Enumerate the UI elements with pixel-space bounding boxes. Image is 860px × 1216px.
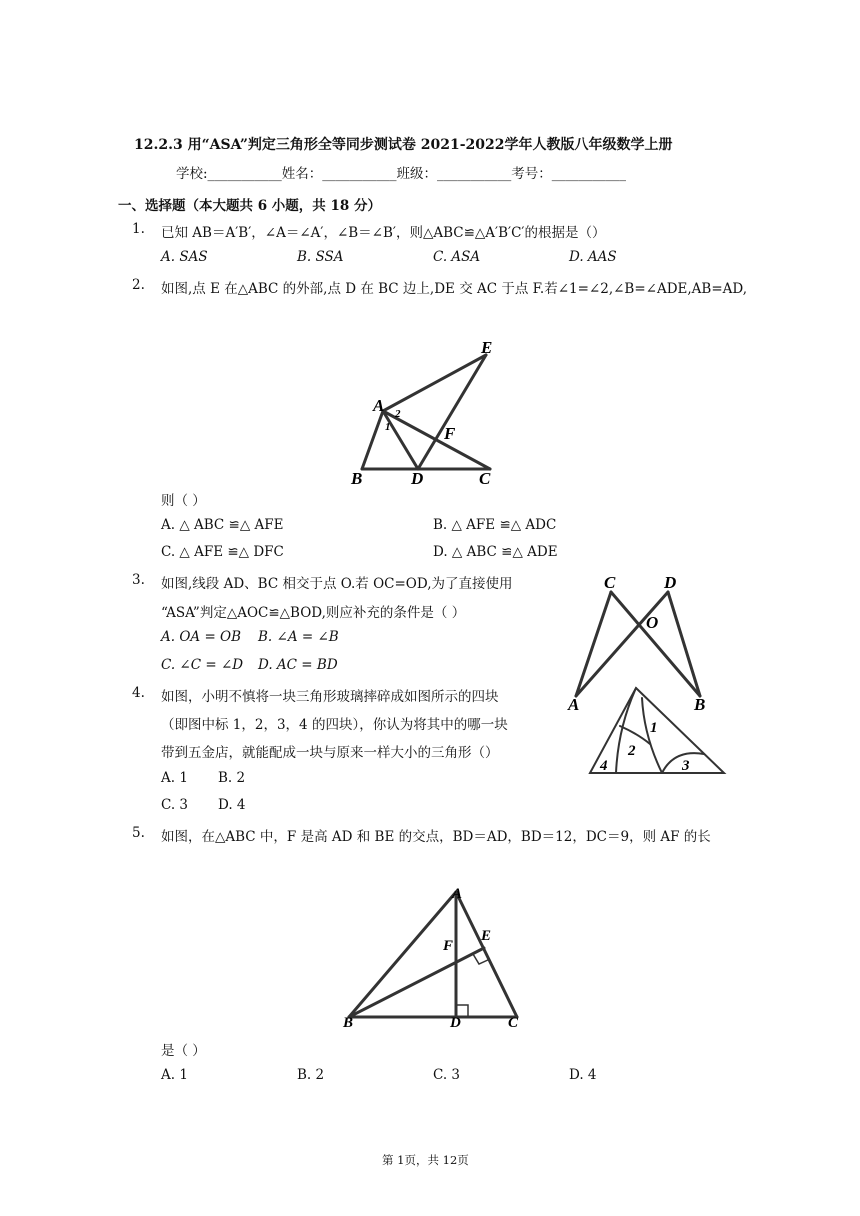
question-stem-line: 如图,线段 AD、BC 相交于点 O.若 OC=OD,为了直接使用 [161,576,513,592]
question-stem-line: 如图，小明不慎将一块三角形玻璃摔碎成如图所示的四块 [161,689,499,705]
option-a: A. 1 [161,1067,188,1083]
piece-4-label: 4 [600,758,608,774]
page-title: 12.2.3 用“ASA”判定三角形全等同步测试卷 2021-2022学年人教版八年级数学上册 [134,137,673,153]
option-b: B. 2 [218,770,246,786]
option-d: D. AC = BD [258,657,338,673]
label-c: C [508,1015,519,1030]
question-tail: 则（ ） [161,493,206,509]
option-d: D. AAS [569,249,617,265]
label-f: F [444,424,456,443]
question-number: 4. [132,685,145,701]
label-e: E [481,338,493,357]
option-c: C. ASA [433,249,481,265]
option-a: A. △ ABC ≌△ AFE [161,517,284,533]
option-a: A. 1 [161,770,188,786]
question-number: 5. [132,825,145,841]
piece-1-label: 1 [650,720,658,736]
section-heading: 一、选择题（本大题共 6 小题，共 18 分） [118,198,381,214]
question-stem: 如图,点 E 在△ABC 的外部,点 D 在 BC 边上,DE 交 AC 于点 F.若∠1=∠2,∠B=∠ADE,AB=AD, [161,281,748,297]
label-b: B [694,695,706,714]
option-b: B. SSA [297,249,344,265]
question-tail: 是（ ） [161,1043,206,1059]
label-d: D [664,573,677,592]
question-number: 1. [132,221,145,237]
question-stem-line: 带到五金店，就能配成一块与原来一样大小的三角形（） [161,745,499,761]
option-d: D. 4 [218,797,246,813]
option-c: C. △ AFE ≌△ DFC [161,544,284,560]
question-number: 3. [132,572,145,588]
figure-q2 [340,335,560,490]
label-c: C [479,469,491,488]
piece-3-label: 3 [682,758,690,774]
piece-2-label: 2 [628,743,636,759]
option-c: C. 3 [433,1067,461,1083]
label-a: A [373,396,385,415]
option-a: A. SAS [161,249,208,265]
label-d: D [450,1015,461,1030]
option-a: A. OA = OB [161,629,242,645]
option-d: D. 4 [569,1067,597,1083]
label-b: B [343,1015,354,1030]
page-footer: 第 1页，共 12页 [382,1153,469,1167]
label-a: A [568,695,580,714]
question-stem-line: （即图中标 1，2，3，4 的四块），你认为将其中的哪一块 [161,717,508,733]
option-c: C. 3 [161,797,189,813]
option-d: D. △ ABC ≌△ ADE [433,544,558,560]
label-o: O [646,613,659,632]
label-f: F [443,938,454,954]
figure-q5 [335,882,540,1030]
question-stem-line: “ASA”判定△AOC≌△BOD,则应补充的条件是（ ） [161,605,466,621]
label-angle-2: 2 [395,408,401,420]
option-b: B. 2 [297,1067,325,1083]
option-b: B. ∠A = ∠B [258,629,339,645]
label-e: E [481,928,492,944]
figure-q4 [584,684,732,779]
question-stem: 如图，在△ABC 中，F 是高 AD 和 BE 的交点，BD＝AD，BD＝12，DC＝9，则 AF 的长 [161,829,711,845]
student-info-line: 学校:___________姓名：___________班级：___________考号：___________ [176,166,627,182]
question-stem: 已知 AB＝A′B′，∠A＝∠A′，∠B＝∠B′，则△ABC≌△A′B′C′的根据是（） [161,225,606,241]
label-b: B [351,469,363,488]
option-b: B. △ AFE ≌△ ADC [433,517,557,533]
label-c: C [604,573,616,592]
option-c: C. ∠C = ∠D [161,657,244,673]
label-d: D [411,469,424,488]
label-angle-1: 1 [385,421,391,433]
question-number: 2. [132,277,145,293]
label-a: A [452,886,463,902]
